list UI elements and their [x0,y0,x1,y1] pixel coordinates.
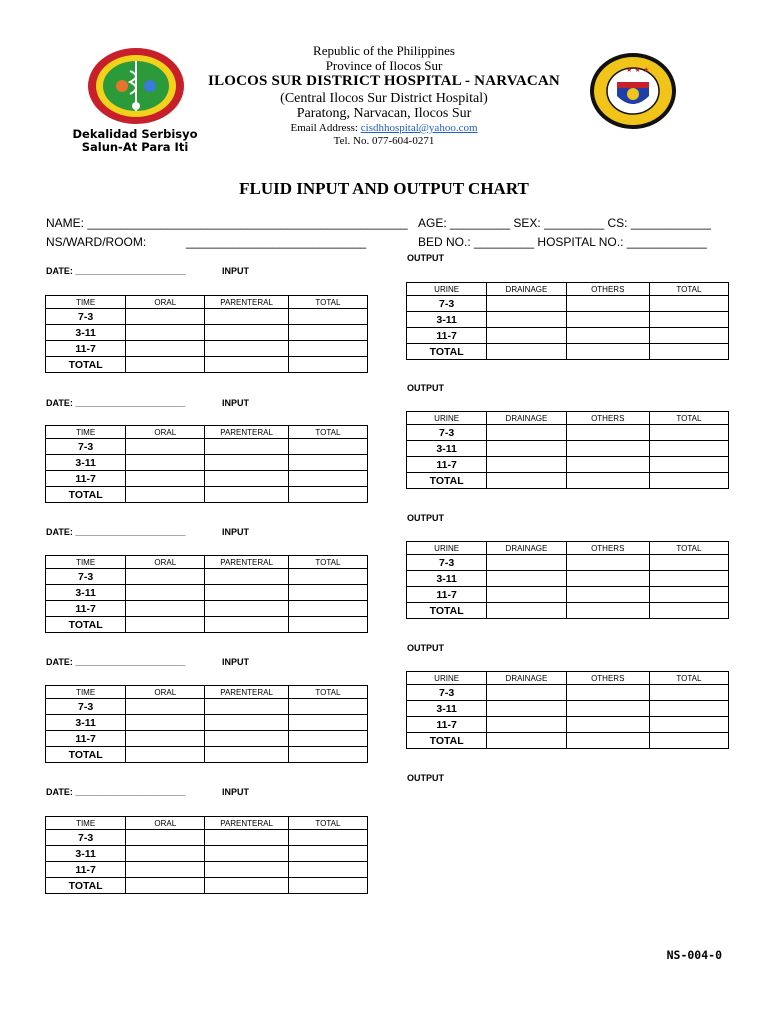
cell[interactable] [487,603,566,619]
table-row [46,341,368,357]
cell[interactable] [205,699,289,715]
cell[interactable] [288,862,367,878]
col-oral: ORAL [126,426,205,439]
col-total: TOTAL [288,556,367,569]
row-label: 3-11 [407,312,487,328]
cell[interactable] [566,457,649,473]
output-label: OUTPUT [407,643,444,653]
cell[interactable] [205,601,289,617]
table-row [46,569,368,585]
col-parenteral: PARENTERAL [205,817,289,830]
row-label: 11-7 [407,587,487,603]
cell[interactable] [566,603,649,619]
motto-line-2: Salun-At Para Iti [81,140,189,154]
col-total: TOTAL [288,296,367,309]
table-row [46,846,368,862]
row-label: 3-11 [46,585,126,601]
cell[interactable] [566,312,649,328]
cell[interactable] [288,617,367,633]
col-oral: ORAL [126,296,205,309]
cell[interactable] [649,457,728,473]
cell[interactable] [288,585,367,601]
row-label: TOTAL [407,344,487,360]
cell[interactable] [487,717,566,733]
cell[interactable] [649,296,728,312]
input-label: INPUT [222,657,249,667]
input-table [45,425,368,503]
cell[interactable] [205,830,289,846]
output-label: OUTPUT [407,253,444,263]
col-total: TOTAL [649,672,728,685]
cell[interactable] [126,878,205,894]
cell[interactable] [126,862,205,878]
col-drainage: DRAINAGE [487,412,566,425]
table-row [407,296,729,312]
col-urine: URINE [407,283,487,296]
col-drainage: DRAINAGE [487,542,566,555]
row-label: 7-3 [46,309,126,325]
cell[interactable] [126,715,205,731]
cell[interactable] [288,569,367,585]
table-row [407,344,729,360]
table-row [46,439,368,455]
col-total: TOTAL [288,426,367,439]
cell[interactable] [649,328,728,344]
cell[interactable] [649,603,728,619]
cell[interactable] [205,487,289,503]
col-parenteral: PARENTERAL [205,296,289,309]
col-parenteral: PARENTERAL [205,426,289,439]
table-row [407,685,729,701]
table-row [407,312,729,328]
cell[interactable] [288,309,367,325]
cell[interactable] [487,701,566,717]
row-label: TOTAL [46,357,126,373]
table-row [46,471,368,487]
cell[interactable] [288,325,367,341]
cell[interactable] [126,585,205,601]
cell[interactable] [649,587,728,603]
header-address: Paratong, Narvacan, Ilocos Sur [296,106,472,121]
cell[interactable] [205,617,289,633]
cell[interactable] [288,878,367,894]
cell[interactable] [126,569,205,585]
table-row [46,731,368,747]
cell[interactable] [126,830,205,846]
cell[interactable] [205,747,289,763]
cell[interactable] [288,747,367,763]
col-oral: ORAL [126,556,205,569]
input-label: INPUT [222,787,249,797]
cell[interactable] [126,357,205,373]
col-total: TOTAL [288,686,367,699]
header-hospital-name: ILOCOS SUR DISTRICT HOSPITAL - NARVACAN [208,73,560,89]
row-label: TOTAL [46,617,126,633]
row-label: 7-3 [407,685,487,701]
col-urine: URINE [407,412,487,425]
header-province: Province of Ilocos Sur [325,58,443,73]
cell[interactable] [487,296,566,312]
cell[interactable] [649,473,728,489]
row-label: 3-11 [407,441,487,457]
col-others: OTHERS [566,283,649,296]
row-label: 7-3 [46,699,126,715]
table-row [407,603,729,619]
cell[interactable] [288,439,367,455]
ns-ward-room-field[interactable]: ___________________________ [186,235,367,249]
header-tel: Tel. No. 077-604-0271 [333,135,435,147]
motto-line-1: Dekalidad Serbisyo [72,127,198,141]
cell[interactable] [649,701,728,717]
table-row [46,878,368,894]
table-row [407,701,729,717]
cell[interactable] [487,733,566,749]
cell[interactable] [205,439,289,455]
table-row [407,441,729,457]
cell[interactable] [126,617,205,633]
svg-text:★ ★ ★: ★ ★ ★ [626,66,650,74]
cell[interactable] [126,846,205,862]
cell[interactable] [205,585,289,601]
cell[interactable] [487,441,566,457]
cell[interactable] [126,699,205,715]
table-row [46,830,368,846]
cell[interactable] [205,341,289,357]
cell[interactable] [205,309,289,325]
col-others: OTHERS [566,542,649,555]
table-row [407,733,729,749]
cell[interactable] [126,471,205,487]
cell[interactable] [205,846,289,862]
output-label: OUTPUT [407,513,444,523]
cell[interactable] [649,733,728,749]
cell[interactable] [288,846,367,862]
input-table [45,685,368,763]
table-row [46,617,368,633]
row-label: 11-7 [407,328,487,344]
output-table [406,671,729,749]
cell[interactable] [288,731,367,747]
date-field[interactable]: DATE: ______________________ [46,527,186,537]
row-label: 11-7 [46,601,126,617]
row-label: 7-3 [407,555,487,571]
output-label: OUTPUT [407,773,444,783]
header-central: (Central Ilocos Sur District Hospital) [280,91,488,106]
form-code: NS-004-0 [666,948,722,962]
cell[interactable] [566,571,649,587]
row-label: 7-3 [46,569,126,585]
cell[interactable] [566,344,649,360]
header-republic: Republic of the Philippines [313,43,455,58]
cell[interactable] [566,685,649,701]
cell[interactable] [205,731,289,747]
cell[interactable] [126,325,205,341]
cell[interactable] [487,457,566,473]
email-label: Email Address: [290,122,361,134]
age-sex-cs-field[interactable]: AGE: _________ SEX: _________ CS: ____________ [418,216,711,230]
table-row [407,717,729,733]
date-field[interactable]: DATE: ______________________ [46,787,186,797]
row-label: 3-11 [46,325,126,341]
col-urine: URINE [407,542,487,555]
cell[interactable] [126,731,205,747]
cell[interactable] [649,571,728,587]
row-label: TOTAL [407,733,487,749]
cell[interactable] [566,701,649,717]
cell[interactable] [487,344,566,360]
table-row [46,309,368,325]
table-row [46,455,368,471]
output-table [406,282,729,360]
table-row [46,699,368,715]
cell[interactable] [205,862,289,878]
table-row [407,425,729,441]
table-row [407,328,729,344]
col-parenteral: PARENTERAL [205,556,289,569]
input-table [45,295,368,373]
row-label: 11-7 [46,471,126,487]
cell[interactable] [487,425,566,441]
row-label: 7-3 [407,425,487,441]
table-row [46,601,368,617]
cell[interactable] [288,357,367,373]
cell[interactable] [649,441,728,457]
output-table [406,411,729,489]
col-drainage: DRAINAGE [487,672,566,685]
cell[interactable] [126,747,205,763]
cell[interactable] [487,587,566,603]
cell[interactable] [566,441,649,457]
col-time: TIME [46,817,126,830]
cell[interactable] [487,312,566,328]
table-row [46,357,368,373]
row-label: TOTAL [407,603,487,619]
table-row [407,555,729,571]
cell[interactable] [487,328,566,344]
cell[interactable] [288,487,367,503]
cell[interactable] [126,309,205,325]
cell[interactable] [126,601,205,617]
cell[interactable] [205,455,289,471]
table-row [46,862,368,878]
row-label: 11-7 [46,862,126,878]
col-total: TOTAL [649,412,728,425]
email-link[interactable]: cisdhhospital@yahoo.com [360,122,478,134]
row-label: 7-3 [46,439,126,455]
col-time: TIME [46,556,126,569]
col-urine: URINE [407,672,487,685]
table-row [407,457,729,473]
cell[interactable] [649,717,728,733]
table-row [407,571,729,587]
col-others: OTHERS [566,672,649,685]
table-row [46,747,368,763]
col-total: TOTAL [649,283,728,296]
col-oral: ORAL [126,686,205,699]
cell[interactable] [649,312,728,328]
row-label: 3-11 [407,701,487,717]
cell[interactable] [649,344,728,360]
col-oral: ORAL [126,817,205,830]
input-label: INPUT [222,398,249,408]
cell[interactable] [566,425,649,441]
cell[interactable] [566,296,649,312]
cell[interactable] [649,555,728,571]
row-label: 11-7 [46,341,126,357]
cell[interactable] [205,715,289,731]
cell[interactable] [487,571,566,587]
cell[interactable] [205,357,289,373]
row-label: 11-7 [46,731,126,747]
cell[interactable] [566,555,649,571]
cell[interactable] [126,455,205,471]
cell[interactable] [487,473,566,489]
input-table [45,555,368,633]
cell[interactable] [649,425,728,441]
cell[interactable] [649,685,728,701]
page-title: FLUID INPUT AND OUTPUT CHART [239,179,529,198]
col-others: OTHERS [566,412,649,425]
cell[interactable] [205,325,289,341]
row-label: 11-7 [407,717,487,733]
cell[interactable] [126,487,205,503]
row-label: 7-3 [407,296,487,312]
table-row [46,325,368,341]
input-label: INPUT [222,527,249,537]
cell[interactable] [288,699,367,715]
cell[interactable] [288,455,367,471]
cell[interactable] [126,341,205,357]
cell[interactable] [288,471,367,487]
cell[interactable] [288,715,367,731]
output-label: OUTPUT [407,383,444,393]
table-row [407,587,729,603]
cell[interactable] [487,685,566,701]
cell[interactable] [566,328,649,344]
row-label: 3-11 [407,571,487,587]
cell[interactable] [566,587,649,603]
col-drainage: DRAINAGE [487,283,566,296]
row-label: TOTAL [46,747,126,763]
table-row [46,487,368,503]
row-label: TOTAL [407,473,487,489]
cell[interactable] [566,717,649,733]
name-field[interactable]: NAME: ________________________________________________ [46,216,408,230]
cell[interactable] [205,878,289,894]
col-time: TIME [46,296,126,309]
row-label: TOTAL [46,487,126,503]
cell[interactable] [205,471,289,487]
input-label: INPUT [222,266,249,276]
cell[interactable] [205,569,289,585]
date-field[interactable]: DATE: ______________________ [46,657,186,667]
table-row [46,715,368,731]
row-label: 11-7 [407,457,487,473]
col-total: TOTAL [649,542,728,555]
cell[interactable] [487,555,566,571]
ns-ward-room-label: NS/WARD/ROOM: [46,235,147,249]
table-row [46,585,368,601]
col-total: TOTAL [288,817,367,830]
output-table [406,541,729,619]
input-table [45,816,368,894]
bed-hospital-no-field[interactable]: BED NO.: _________ HOSPITAL NO.: ____________ [418,235,707,249]
row-label: 3-11 [46,715,126,731]
cell[interactable] [566,473,649,489]
col-parenteral: PARENTERAL [205,686,289,699]
cell[interactable] [288,830,367,846]
row-label: 3-11 [46,455,126,471]
cell[interactable] [288,601,367,617]
row-label: 7-3 [46,830,126,846]
col-time: TIME [46,426,126,439]
col-time: TIME [46,686,126,699]
row-label: TOTAL [46,878,126,894]
date-field[interactable]: DATE: ______________________ [46,398,186,408]
row-label: 3-11 [46,846,126,862]
table-row [407,473,729,489]
cell[interactable] [126,439,205,455]
cell[interactable] [566,733,649,749]
date-field[interactable]: DATE: ______________________ [46,266,186,276]
cell[interactable] [288,341,367,357]
